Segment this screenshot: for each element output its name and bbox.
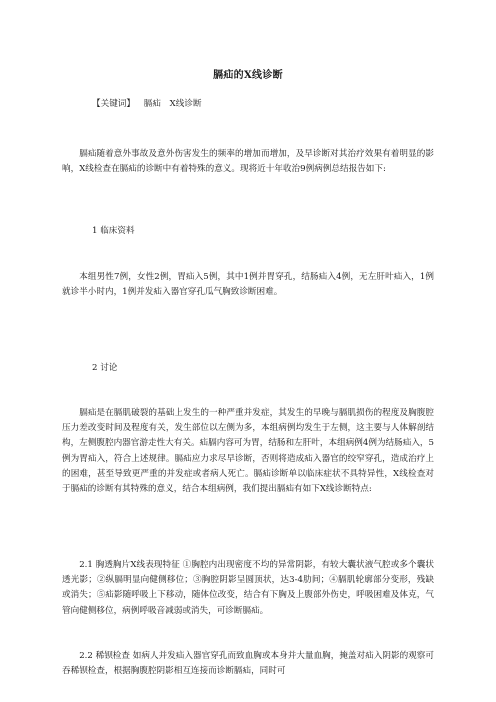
document-title: 膈疝的X线诊断	[213, 70, 283, 81]
section-paragraph: 膈疝是在膈肌破裂的基础上发生的一种严重并发症，其发生的早晚与膈肌损伤的程度及胸腹腔压力差改变时间及程度有关，发生部位以左侧为多，本组病例均发生于左侧，这主要与人体解剖结构，左侧腹腔内器官游走性大有关。疝膈内容可为胃，结肠和左肝叶，本组病例4例为结肠疝入，5例为胃疝入，符合上述规律。膈疝应力求尽早诊断，否则将造成疝入器官的绞窄穿孔，造成治疗上的困难，甚至导致更严重的并发症或者病人死亡。膈疝诊断单以临床症状不具特异性，X线检查对于膈疝的诊断有其特殊的意义，结合本组病例，我们提出膈疝有如下X线诊断特点:	[62, 408, 434, 495]
keyword-item: 膈疝	[143, 99, 161, 109]
subsection-paragraph: 2.1 胸透胸片X线表现特征 ①胸腔内出现密度不均的异常阴影，有较大囊状液气腔或多个囊状透光影；②纵膈明显向健侧移位；③胸腔阴影呈圆顶状，达3-4肋间；④膈肌轮廓部分变形，残缺或消失；⑤疝影随呼吸上下移动，随体位改变，结合有下胸及上腹部外伤史，呼吸困难及体克，气管向健侧移位，病例呼吸音减弱或消失，可诊断膈疝。	[62, 560, 434, 616]
section-paragraph: 本组男性7例，女性2例，胃疝入5例，其中1例并胃穿孔，结肠疝入4例，无左肝叶疝入，1例就诊半小时内，1例并发疝入器官穿孔瓜气胸致诊断困难。	[62, 272, 434, 298]
keywords-label: 【关键词】	[92, 99, 135, 109]
section-heading: 1 临床资料	[92, 226, 135, 236]
intro-paragraph: 膈疝随着意外事故及意外伤害发生的频率的增加而增加，及早诊断对其治疗效果有着明显的影响，X线检查在膈疝的诊断中有着特殊的意义。现将近十年收治9例病例总结报告如下:	[62, 149, 434, 175]
keywords-line	[92, 97, 208, 109]
subsection-paragraph: 2.2 稀钡检查 如病人并发疝入器官穿孔而致血胸或本身并大量血胸，掩盖对疝入阴影的观察可吞稀钡检查，根据胸腹腔阴影相互连接而诊断膈疝，同时可	[62, 651, 434, 677]
keyword-item: X线诊断	[169, 99, 202, 109]
section-heading: 2 讨论	[92, 363, 118, 373]
